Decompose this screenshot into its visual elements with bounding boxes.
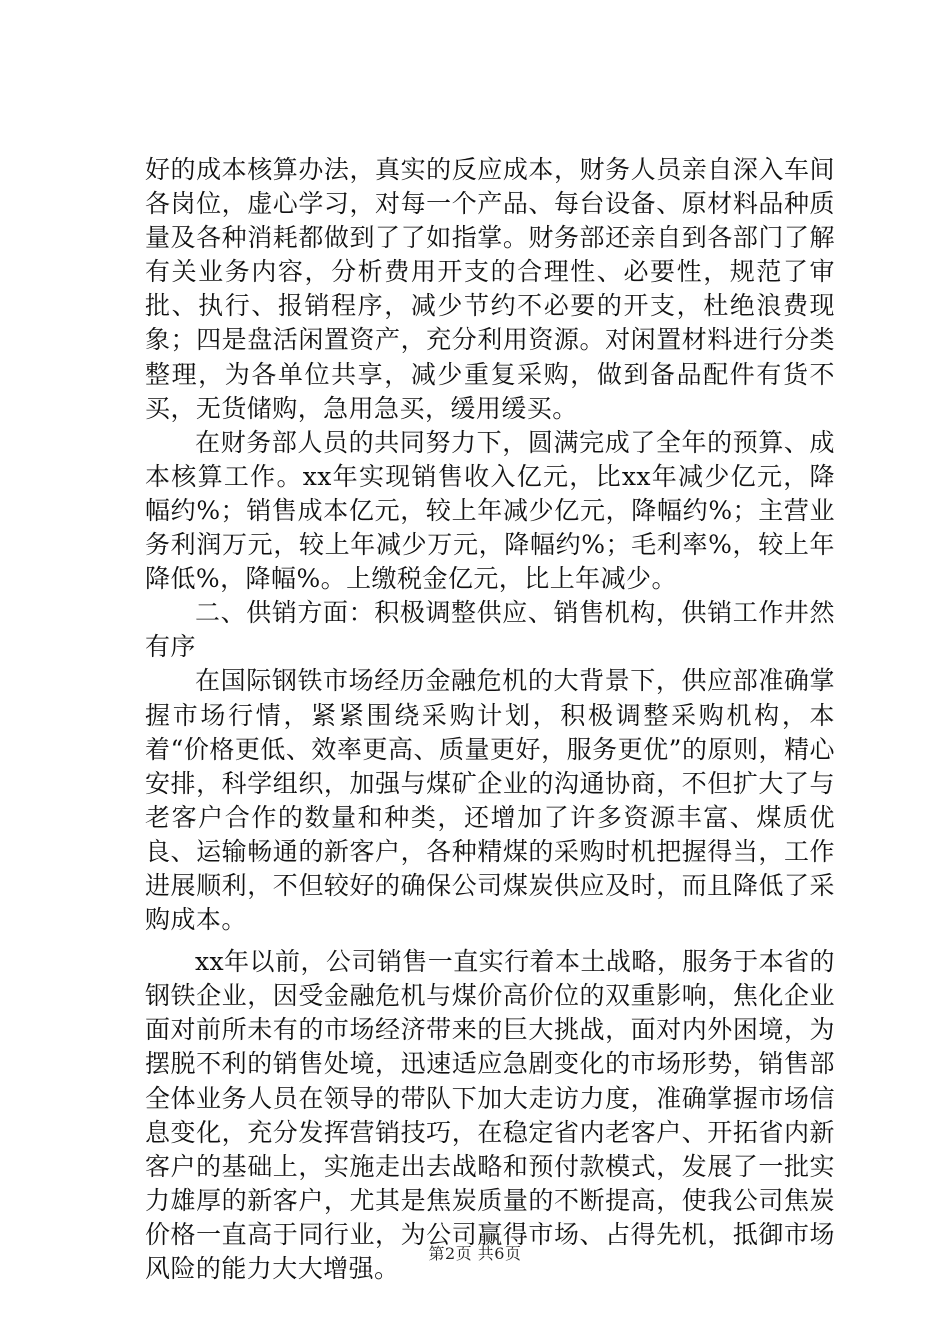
paragraph-supply-department: 在国际钢铁市场经历金融危机的大背景下，供应部准确掌握市场行情，紧紧围绕采购计划，积极调整采购机构，本着“价格更低、效率更高、质量更好，服务更优”的原则，精心安排，科学组织，加强与煤矿企业的沟通协商，不但扩大了与老客户合作的数量和种类，还增加了许多资源丰富、煤质优良、运输畅通的新客户，各种精煤的采购时机把握得当，工作进展顺利，不但较好的确保公司煤炭供应及时，而且降低了采购成本。 bbox=[145, 666, 835, 935]
page-number-footer: 第2页 共6页 bbox=[428, 1244, 522, 1263]
paragraph-cost-accounting-continued: 好的成本核算办法，真实的反应成本，财务人员亲自深入车间各岗位，虚心学习，对每一个产品、每台设备、原材料品种质量及各种消耗都做到了了如指掌。财务部还亲自到各部门了解有关业务内容，分析费用开支的合理性、必要性，规范了审批、执行、报销程序，减少节约不必要的开支，杜绝浪费现象；四是盘活闲置资产，充分利用资源。对闲置材料进行分类整理，为各单位共享，减少重复采购，做到备品配件有货不买，无货储购，急用急买，缓用缓买。 bbox=[145, 155, 835, 423]
paragraph-budget-results: 在财务部人员的共同努力下，圆满完成了全年的预算、成本核算工作。xx年实现销售收入亿元，比xx年减少亿元，降幅约%；销售成本亿元，较上年减少亿元，降幅约%；主营业务利润万元，较上年减少万元，降幅约%；毛利率%，较上年降低%，降幅%。上缴税金亿元，比上年减少。 bbox=[145, 427, 835, 594]
section-heading-supply-sales: 二、供销方面：积极调整供应、销售机构，供销工作井然有序 bbox=[145, 598, 835, 662]
paragraph-sales-department: xx年以前，公司销售一直实行着本土战略，服务于本省的钢铁企业，因受金融危机与煤价高价位的双重影响，焦化企业面对前所未有的市场经济带来的巨大挑战，面对内外困境，为摆脱不利的销售处境，迅速适应急剧变化的市场形势，销售部全体业务人员在领导的带队下加大走访力度，准确掌握市场信息变化，充分发挥营销技巧，在稳定省内老客户、开拓省内新客户的基础上，实施走出去战略和预付款模式，发展了一批实力雄厚的新客户，尤其是焦炭质量的不断提高，使我公司焦炭价格一直高于同行业，为公司赢得市场、占得先机，抵御市场风险的能力大大增强。 bbox=[145, 947, 835, 1283]
document-body bbox=[145, 153, 835, 1286]
